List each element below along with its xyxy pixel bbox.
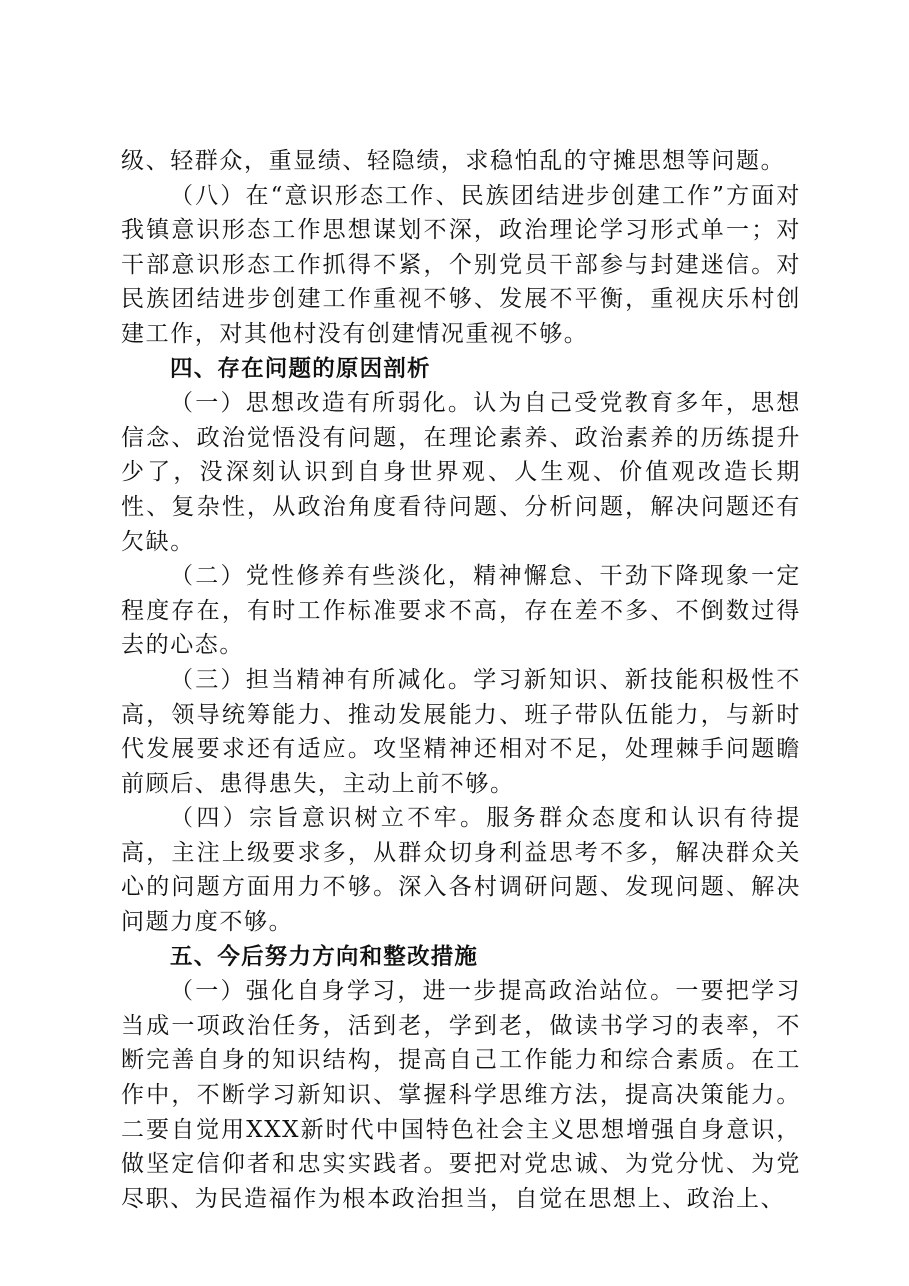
paragraph-cause-3: （三）担当精神有所减化。学习新知识、新技能积极性不高，领导统筹能力、推动发展能力、班子带队伍能力，与新时代发展要求还有适应。攻坚精神还相对不足，处理棘手问题瞻前顾后、患得患失，主动上前不够。: [121, 666, 801, 797]
section-heading-causes: 四、存在问题的原因剖析: [170, 355, 431, 382]
paragraph-cause-4: （四）宗旨意识树立不牢。服务群众态度和认识有待提高，主注上级要求多，从群众切身利益思考不多，解决群众关心的问题方面用力不够。深入各村调研问题、发现问题、解决问题力度不够。: [121, 805, 801, 936]
document-body: [121, 144, 801, 1216]
paragraph-cause-2: （二）党性修养有些淡化，精神懈怠、干劲下降现象一定程度存在，有时工作标准要求不高，存在差不多、不倒数过得去的心态。: [121, 563, 801, 659]
paragraph-ideology-ethnic-unity: （八）在“意识形态工作、民族团结进步创建工作”方面对我镇意识形态工作思想谋划不深，政治理论学习形式单一；对干部意识形态工作抓得不紧，个别党员干部参与封建迷信。对民族团结进步创建工作重视不够、发展不平衡，重视庆乐村创建工作，对其他村没有创建情况重视不够。: [121, 182, 801, 347]
paragraph-measure-1: （一）强化自身学习，进一步提高政治站位。一要把学习当成一项政治任务，活到老，学到老，做读书学习的表率，不断完善自身的知识结构，提高自己工作能力和综合素质。在工作中，不断学习新知识、掌握科学思维方法，提高决策能力。二要自觉用XXX新时代中国特色社会主义思想增强自身意识，做坚定信仰者和忠实实践者。要把对党忠诚、为党分忧、为党尽职、为民造福作为根本政治担当，自觉在思想上、政治上、: [121, 978, 801, 1212]
paragraph-cause-1: （一）思想改造有所弱化。认为自己受党教育多年，思想信念、政治觉悟没有问题，在理论素养、政治素养的历练提升少了，没深刻认识到自身世界观、人生观、价值观改造长期性、复杂性，从政治角度看待问题、分析问题，解决问题还有欠缺。: [121, 390, 801, 555]
paragraph-continuation: 级、轻群众，重显绩、轻隐绩，求稳怕乱的守摊思想等问题。: [121, 148, 786, 174]
section-heading-measures: 五、今后努力方向和整改措施: [170, 943, 479, 970]
